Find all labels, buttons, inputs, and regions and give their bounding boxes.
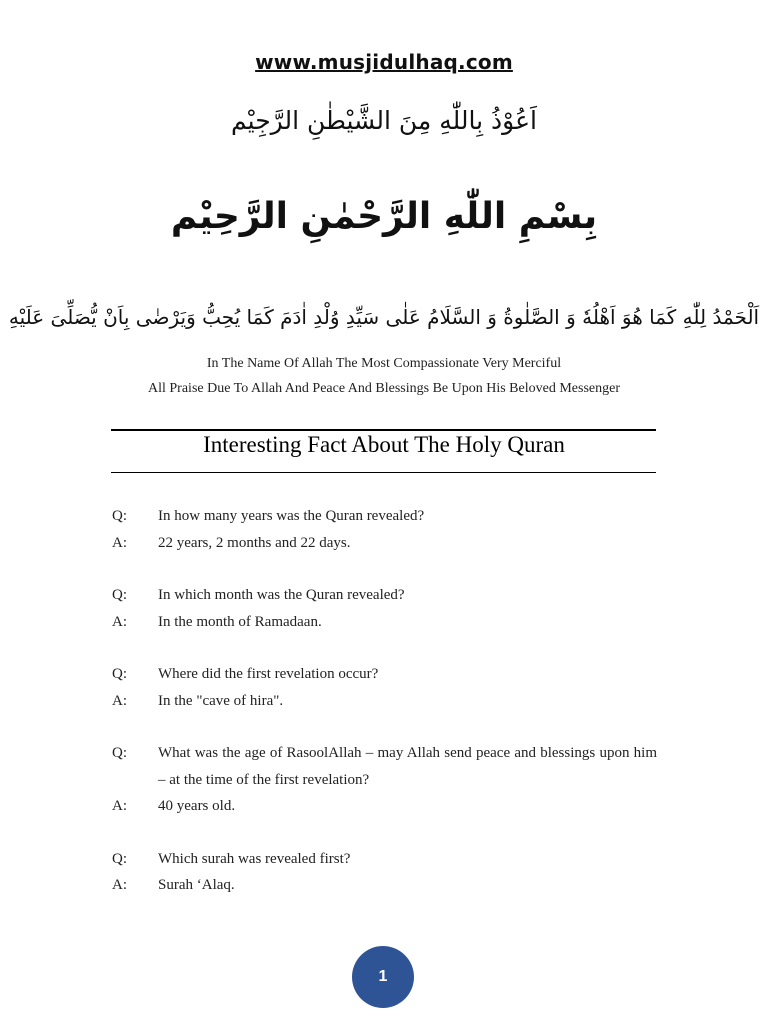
answer-line (112, 609, 657, 636)
question-line (112, 661, 657, 688)
answer-text: 22 years, 2 months and 22 days. (158, 534, 351, 551)
site-url[interactable]: www.musjidulhaq.com (255, 50, 513, 74)
answer-text: In the "cave of hira". (158, 692, 284, 709)
question-tag: Q: (112, 850, 127, 867)
answer-text: 40 years old. (158, 798, 236, 814)
question-text: Which surah was revealed first? (158, 850, 351, 867)
answer-tag: A: (112, 877, 127, 893)
answer-tag: A: (112, 798, 127, 814)
qa-item (112, 661, 657, 714)
answer-line (112, 793, 657, 820)
title-rule-top (111, 429, 656, 431)
answer-tag: A: (112, 534, 127, 551)
question-tag: Q: (112, 745, 127, 761)
question-tag: Q: (112, 587, 127, 603)
question-text: Where did the first revelation occur? (158, 666, 379, 682)
qa-item (112, 846, 657, 899)
translation-line-1: In The Name Of Allah The Most Compassionate Very Merciful (206, 356, 562, 371)
qa-item (112, 740, 657, 820)
arabic-salutation: اَلْحَمْدُ لِلّٰهِ كَمَا هُوَ اَهْلُهٗ وَ الصَّلٰوةُ وَ السَّلَامُ عَلٰى سَيِّدِ وُلْدِ اٰدَمَ كَمَا يُحِبُّ وَيَرْضٰى بِاَنْ يُّصَلِّىَ عَلَيْهِ (8, 305, 760, 329)
answer-line (112, 872, 657, 899)
answer-line (112, 688, 657, 715)
question-line (112, 503, 657, 530)
answer-tag: A: (112, 692, 127, 709)
answer-tag: A: (112, 613, 127, 630)
question-text: In how many years was the Quran revealed? (158, 508, 425, 524)
answer-text: In the month of Ramadaan. (158, 613, 322, 630)
question-line (112, 846, 657, 873)
question-tag: Q: (112, 666, 127, 682)
title-rule-bottom (111, 472, 656, 473)
translation-line-2: All Praise Due To Allah And Peace And Blessings Be Upon His Beloved Messenger (148, 381, 620, 396)
document-title: Interesting Fact About The Holy Quran (203, 432, 565, 457)
question-text: In which month was the Quran revealed? (158, 587, 405, 603)
question-line (112, 740, 657, 793)
answer-text: Surah ‘Alaq. (158, 877, 235, 893)
arabic-basmala: بِسْمِ اللّٰهِ الرَّحْمٰنِ الرَّحِيْم (170, 196, 598, 237)
question-line (112, 582, 657, 609)
question-tag: Q: (112, 508, 127, 524)
qa-item (112, 582, 657, 635)
question-text: What was the age of RasoolAllah – may Allah send peace and blessings upon him – at the time of the first revelation? (158, 745, 657, 788)
arabic-taawwudh: اَعُوْذُ بِاللّٰهِ مِنَ الشَّيْطٰنِ الرَّجِيْم (231, 106, 537, 135)
qa-list (112, 503, 657, 925)
qa-item (112, 503, 657, 556)
answer-line (112, 530, 657, 557)
page-number-badge: 1 (352, 946, 414, 1008)
